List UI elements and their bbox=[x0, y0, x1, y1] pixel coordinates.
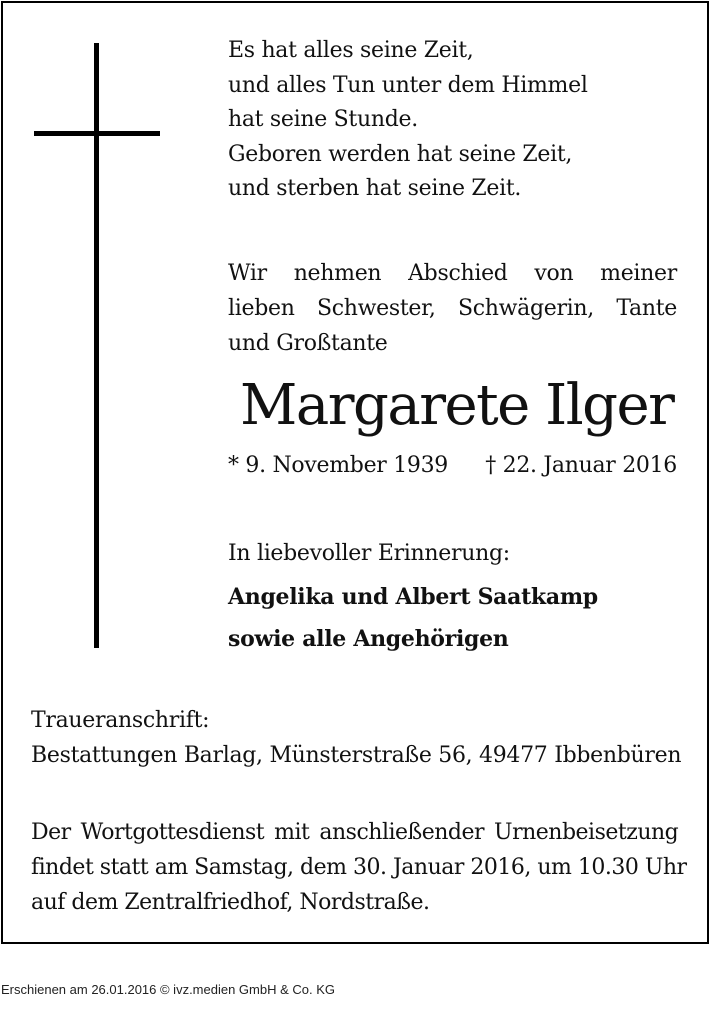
deceased-name: Margarete Ilger bbox=[240, 373, 674, 438]
mourners-block bbox=[228, 576, 598, 660]
verse-line: und sterben hat seine Zeit. bbox=[228, 176, 522, 201]
intro-word: Schwester, bbox=[316, 296, 436, 321]
life-dates bbox=[228, 450, 677, 482]
address-value: Bestattungen Barlag, Münsterstraße 56, 49477 Ibbenbüren bbox=[31, 743, 682, 768]
intro-word: nehmen bbox=[293, 261, 382, 286]
intro-line-2 bbox=[228, 291, 677, 326]
intro-line-1 bbox=[228, 256, 677, 291]
intro-word: Tante bbox=[616, 296, 677, 321]
mourners-line: Angelika und Albert Saatkamp bbox=[228, 584, 598, 610]
mourning-address bbox=[31, 703, 681, 773]
intro-word: Schwägerin, bbox=[457, 296, 594, 321]
verse-block bbox=[228, 34, 678, 207]
verse-line: Geboren werden hat seine Zeit, bbox=[228, 141, 573, 167]
service-line: findet statt am Samstag, dem 30. Januar 2016, um 10.30 Uhr bbox=[31, 855, 687, 880]
intro-word: von bbox=[534, 261, 574, 286]
verse-line: hat seine Stunde. bbox=[228, 107, 418, 132]
address-label: Traueranschrift: bbox=[31, 708, 210, 733]
cross-icon-horizontal bbox=[34, 131, 160, 136]
verse-line: Es hat alles seine Zeit, bbox=[228, 38, 474, 63]
death-date: † 22. Januar 2016 bbox=[485, 453, 677, 478]
remembrance-label: In liebevoller Erinnerung: bbox=[228, 541, 510, 566]
publication-footer: Erschienen am 26.01.2016 © ivz.medien GmbH & Co. KG bbox=[1, 982, 336, 997]
service-info bbox=[31, 815, 687, 920]
service-line: auf dem Zentralfriedhof, Nordstraße. bbox=[31, 890, 430, 915]
intro-word: meiner bbox=[600, 261, 677, 286]
service-line: Der Wortgottesdienst mit anschließender Urnenbeisetzung bbox=[31, 820, 679, 845]
mourners-line: sowie alle Angehörigen bbox=[228, 626, 509, 652]
farewell-intro bbox=[228, 256, 677, 361]
intro-word: Abschied bbox=[408, 261, 508, 286]
intro-word: Wir bbox=[228, 261, 267, 286]
intro-word: lieben bbox=[228, 296, 295, 321]
intro-line-3: und Großtante bbox=[228, 331, 388, 356]
birth-date: * 9. November 1939 bbox=[228, 453, 448, 478]
verse-line: und alles Tun unter dem Himmel bbox=[228, 72, 588, 98]
